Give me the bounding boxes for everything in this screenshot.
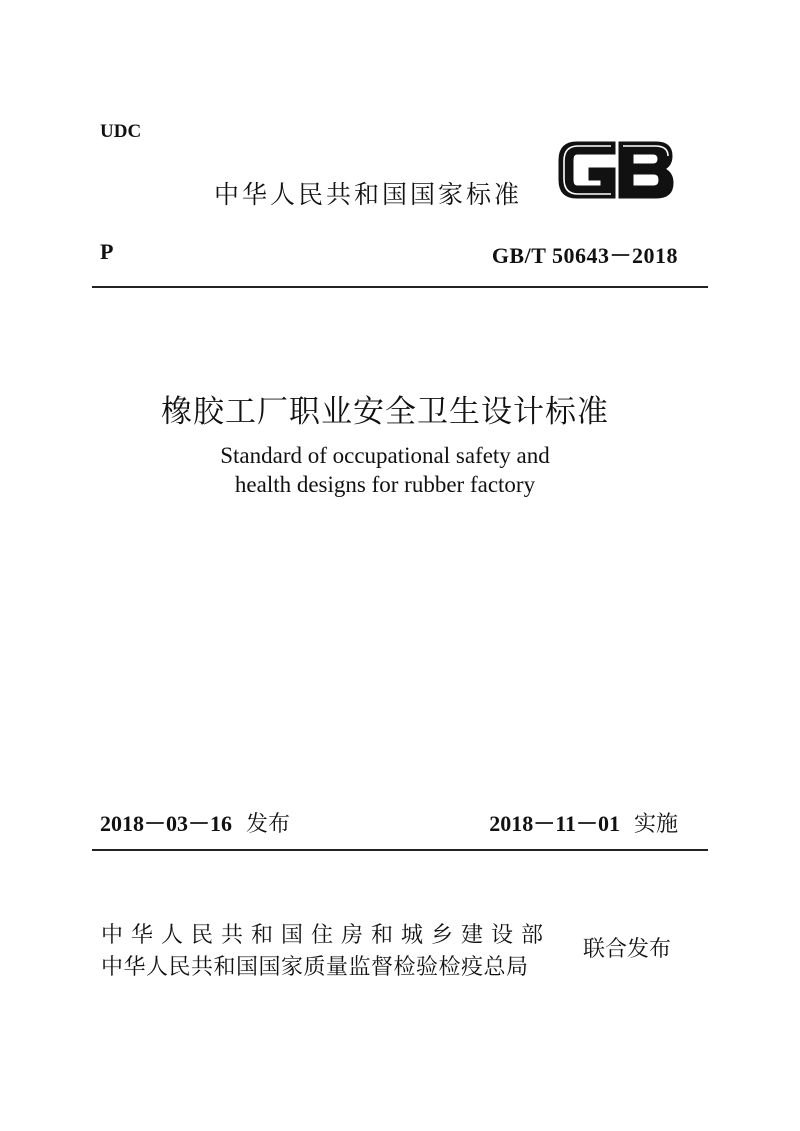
issuer-aqsiq: 中华人民共和国国家质量监督检验检疫总局: [101, 955, 529, 980]
classification-code: P: [100, 239, 114, 264]
gb-logo: [553, 136, 678, 204]
udc-label: UDC: [100, 121, 142, 142]
bottom-divider: [92, 849, 708, 851]
title-chinese: 橡胶工厂职业安全卫生设计标准: [161, 394, 609, 430]
issuer-ministry-housing: 中华人民共和国住房和城乡建设部: [101, 923, 552, 948]
title-english-line1: Standard of occupational safety and: [220, 443, 550, 468]
issue-label: 发布: [246, 812, 291, 837]
title-english-line2: health designs for rubber factory: [234, 472, 536, 497]
top-divider: [92, 286, 708, 288]
issue-date-block: [100, 807, 290, 838]
issue-date: 2018－03－16: [100, 811, 233, 836]
effective-date: 2018－11－01: [489, 811, 620, 836]
standard-number: GB/T 50643－2018: [491, 243, 678, 268]
joint-issue-label: 联合发布: [583, 937, 672, 962]
effective-label: 实施: [633, 812, 678, 837]
effective-date-block: [489, 807, 678, 838]
national-standard-heading: 中华人民共和国国家标准: [214, 180, 523, 209]
